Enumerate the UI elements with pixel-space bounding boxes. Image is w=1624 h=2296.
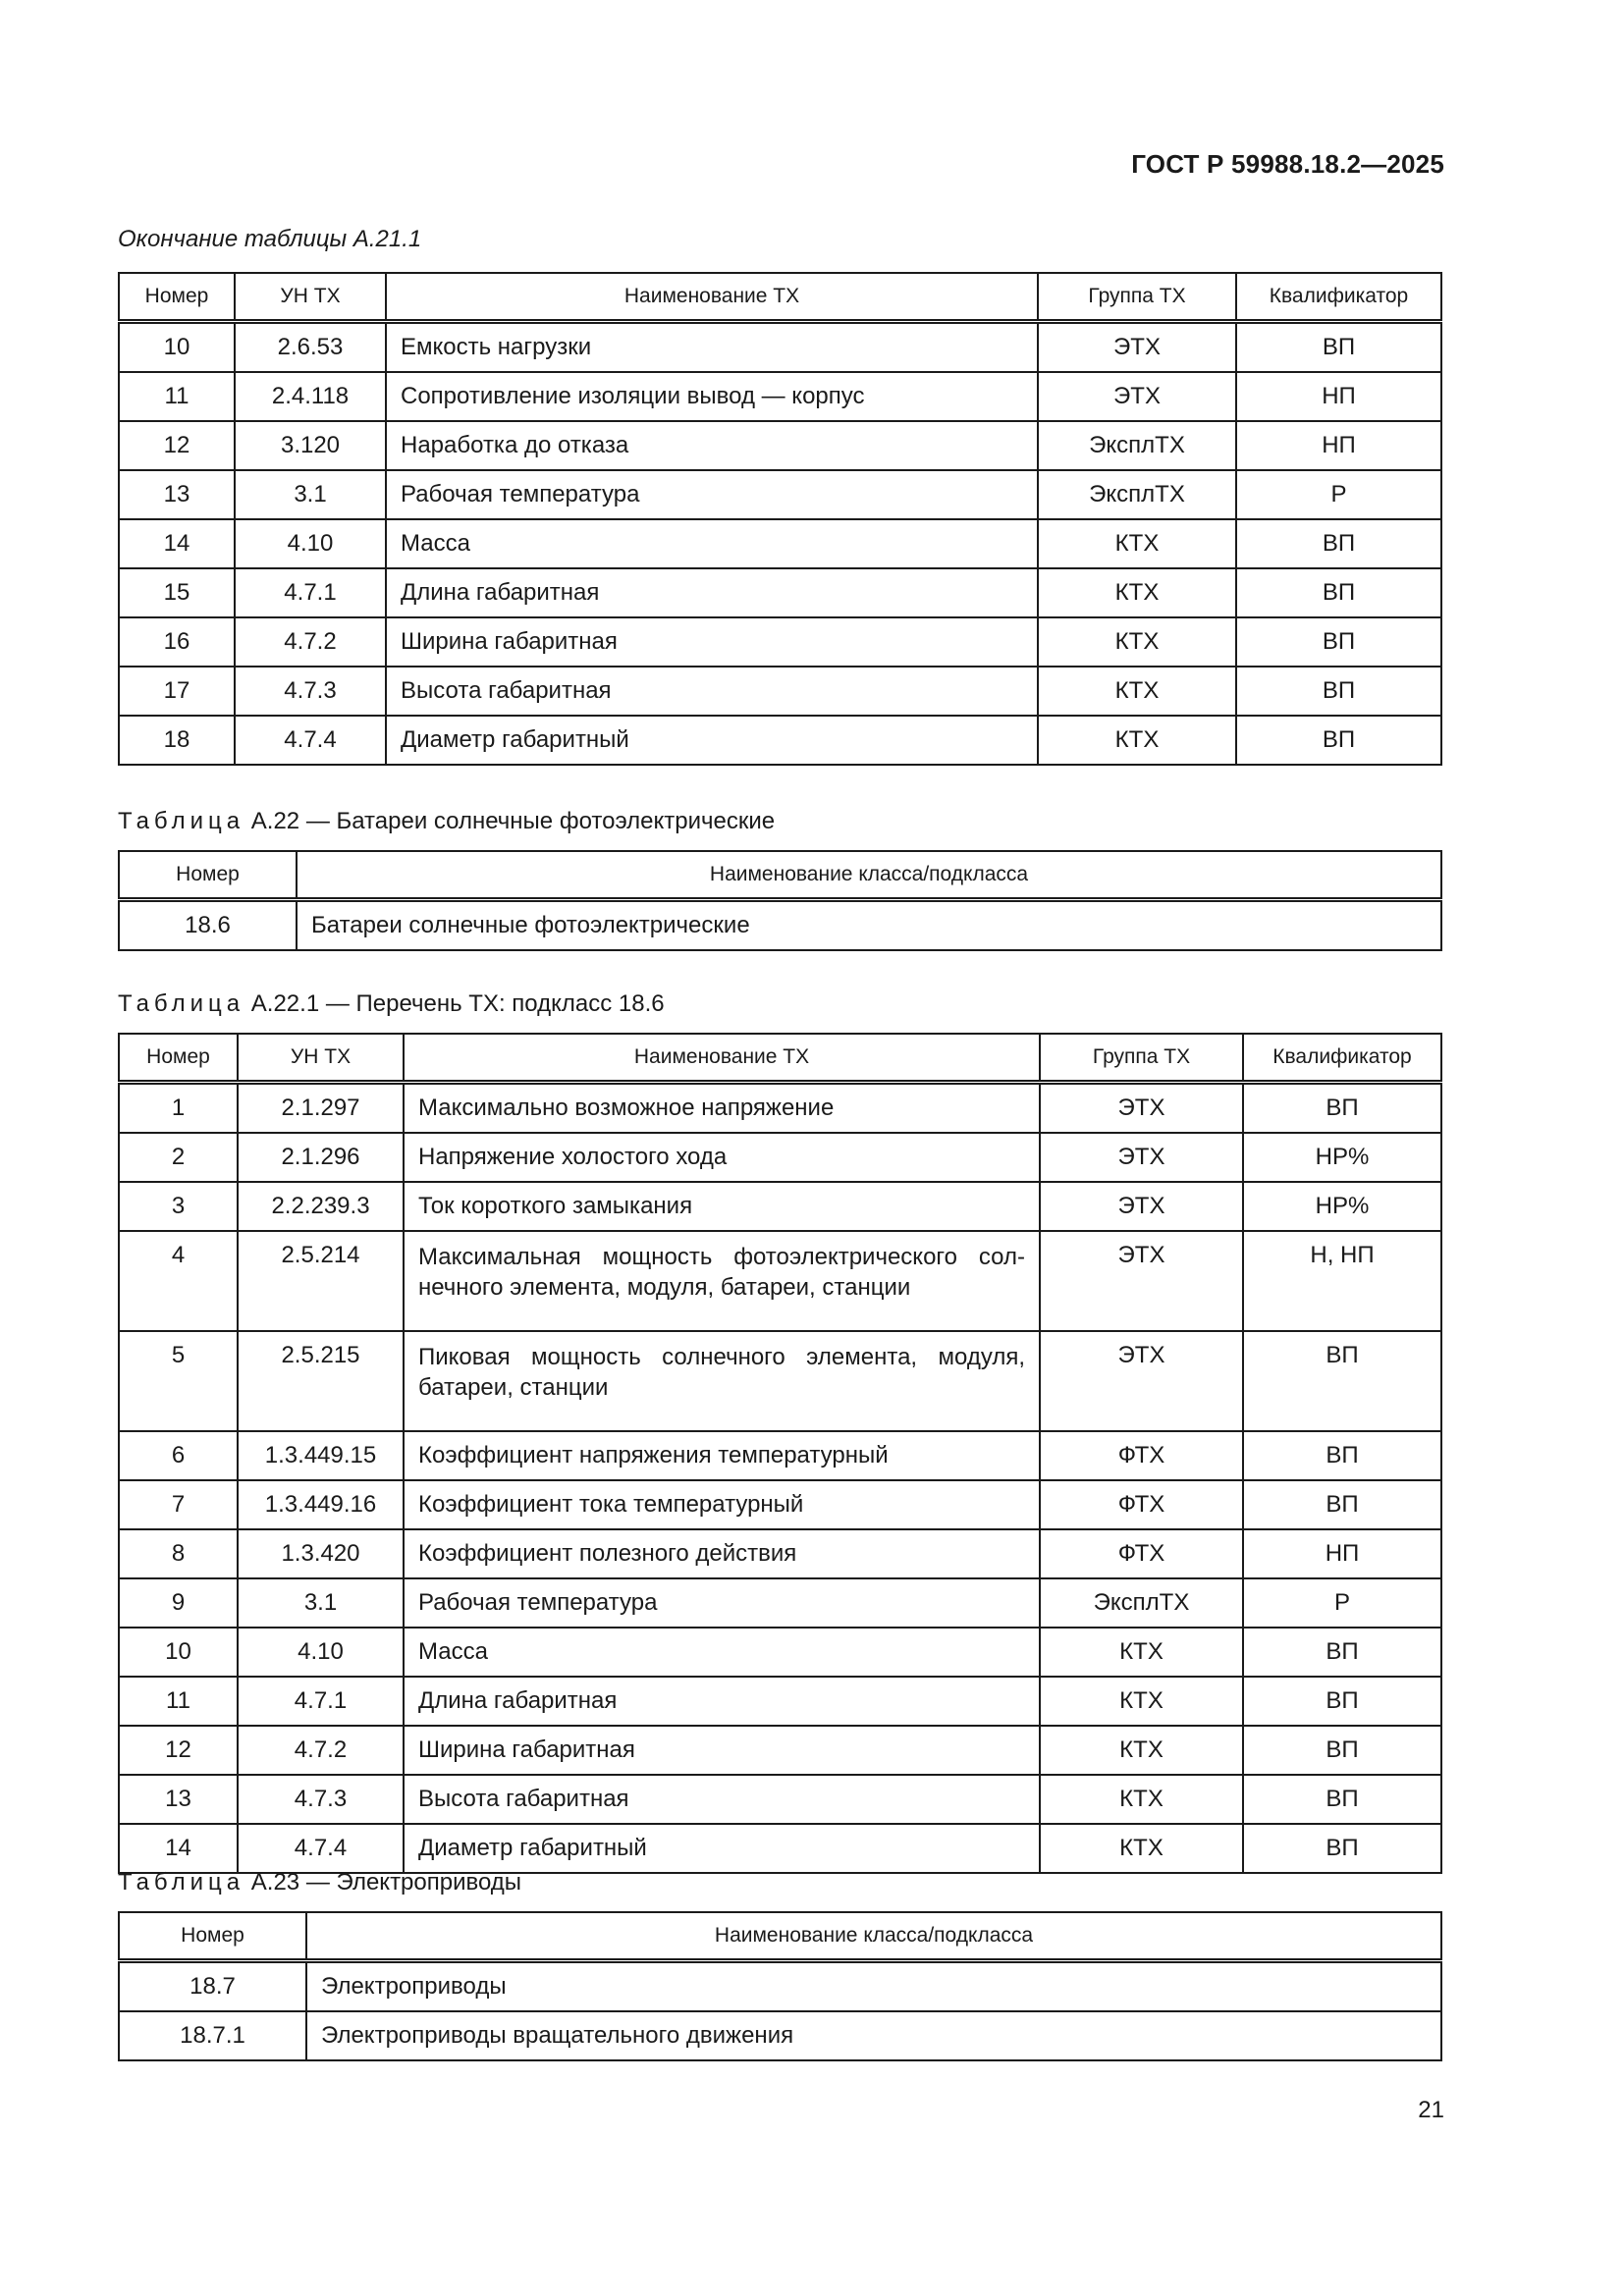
cell-name: Коэффициент напряжения температурный [404, 1431, 1040, 1480]
table-row [119, 1775, 1441, 1824]
cell-number: 12 [119, 1726, 238, 1775]
cell-number: 18.6 [119, 900, 297, 951]
cell-qualifier: НП [1236, 421, 1441, 470]
table-row [119, 1182, 1441, 1231]
column-header-group: Группа ТХ [1040, 1034, 1243, 1083]
table-a22-1-caption-word: Таблица [118, 990, 245, 1017]
table-row [119, 421, 1441, 470]
cell-name: Рабочая температура [386, 470, 1038, 519]
cell-code: 1.3.449.16 [238, 1480, 404, 1529]
column-header-name: Наименование ТХ [386, 273, 1038, 322]
table-a22-1 [118, 1033, 1442, 1874]
cell-code: 4.10 [238, 1628, 404, 1677]
table-row [119, 716, 1441, 765]
cell-code: 4.7.3 [238, 1775, 404, 1824]
cell-group: ФТХ [1040, 1431, 1243, 1480]
cell-qualifier: ВП [1236, 519, 1441, 568]
cell-qualifier: Р [1236, 470, 1441, 519]
cell-name: Масса [404, 1628, 1040, 1677]
cell-number: 3 [119, 1182, 238, 1231]
cell-group: КТХ [1040, 1824, 1243, 1873]
cell-code: 1.3.449.15 [238, 1431, 404, 1480]
cell-group: ЭТХ [1040, 1331, 1243, 1431]
cell-code: 4.7.2 [238, 1726, 404, 1775]
cell-group: КТХ [1040, 1677, 1243, 1726]
table-row [119, 1578, 1441, 1628]
cell-name: Высота габаритная [404, 1775, 1040, 1824]
cell-number: 13 [119, 1775, 238, 1824]
cell-name: Коэффициент полезного действия [404, 1529, 1040, 1578]
table-a22-1-caption [118, 990, 665, 1018]
table-row [119, 617, 1441, 667]
column-header-number: Номер [119, 1912, 306, 1961]
cell-group: КТХ [1040, 1775, 1243, 1824]
cell-qualifier: ВП [1243, 1824, 1441, 1873]
table-a23-caption-text: А.23 — Электроприводы [250, 1869, 522, 1896]
cell-qualifier: ВП [1236, 716, 1441, 765]
column-header-class-name: Наименование класса/подкласса [297, 851, 1441, 900]
table-row [119, 470, 1441, 519]
cell-group: КТХ [1040, 1628, 1243, 1677]
table-row [119, 2011, 1441, 2060]
table-a23-caption [118, 1869, 521, 1896]
cell-code: 3.1 [235, 470, 386, 519]
cell-group: ЭксплТХ [1040, 1578, 1243, 1628]
cell-number: 1 [119, 1083, 238, 1134]
cell-group: ЭТХ [1038, 372, 1236, 421]
cell-name: Рабочая температура [404, 1578, 1040, 1628]
cell-qualifier: ВП [1243, 1431, 1441, 1480]
column-header-qualifier: Квалификатор [1236, 273, 1441, 322]
cell-qualifier: НП [1236, 372, 1441, 421]
document-header: ГОСТ Р 59988.18.2—2025 [1131, 149, 1444, 179]
cell-group: КТХ [1038, 519, 1236, 568]
cell-qualifier: Н, НП [1243, 1231, 1441, 1331]
cell-number: 14 [119, 519, 235, 568]
cell-qualifier: ВП [1243, 1480, 1441, 1529]
table-row [119, 1677, 1441, 1726]
cell-qualifier: ВП [1243, 1775, 1441, 1824]
cell-number: 10 [119, 322, 235, 373]
column-header-number: Номер [119, 851, 297, 900]
table-a23-caption-word: Таблица [118, 1869, 245, 1896]
cell-qualifier: Р [1243, 1578, 1441, 1628]
table-a21-1 [118, 272, 1442, 766]
cell-name: Ширина габаритная [386, 617, 1038, 667]
column-header-qualifier: Квалификатор [1243, 1034, 1441, 1083]
cell-name: Ток короткого замыкания [404, 1182, 1040, 1231]
table-a23-header [119, 1912, 1441, 1961]
cell-code: 1.3.420 [238, 1529, 404, 1578]
cell-number: 4 [119, 1231, 238, 1331]
column-header-number: Номер [119, 273, 235, 322]
cell-qualifier: ВП [1243, 1331, 1441, 1431]
cell-code: 2.6.53 [235, 322, 386, 373]
cell-number: 2 [119, 1133, 238, 1182]
cell-name: Диаметр габаритный [386, 716, 1038, 765]
cell-number: 8 [119, 1529, 238, 1578]
cell-number: 7 [119, 1480, 238, 1529]
cell-group: ФТХ [1040, 1480, 1243, 1529]
cell-code: 2.4.118 [235, 372, 386, 421]
cell-code: 3.1 [238, 1578, 404, 1628]
column-header-code: УН ТХ [235, 273, 386, 322]
cell-name: Наработка до отказа [386, 421, 1038, 470]
table-a22-1-header [119, 1034, 1441, 1083]
cell-code: 2.1.296 [238, 1133, 404, 1182]
cell-number: 10 [119, 1628, 238, 1677]
table-row [119, 1824, 1441, 1873]
cell-group: ЭТХ [1040, 1083, 1243, 1134]
cell-name: Длина габаритная [386, 568, 1038, 617]
table-a21-1-body [119, 322, 1441, 766]
cell-qualifier: ВП [1243, 1628, 1441, 1677]
column-header-name: Наименование ТХ [404, 1034, 1040, 1083]
table-a22-header [119, 851, 1441, 900]
table-a21-1-caption: Окончание таблицы А.21.1 [118, 226, 422, 252]
page-number: 21 [1418, 2097, 1444, 2123]
cell-qualifier: НП [1243, 1529, 1441, 1578]
cell-name: Максимальная мощность фотоэлектрического сол-нечного элемента, модуля, батареи, станции [404, 1231, 1040, 1331]
cell-number: 5 [119, 1331, 238, 1431]
cell-number: 14 [119, 1824, 238, 1873]
cell-group: ЭТХ [1040, 1231, 1243, 1331]
cell-number: 6 [119, 1431, 238, 1480]
table-a22-body [119, 900, 1441, 951]
cell-code: 4.7.1 [238, 1677, 404, 1726]
table-a21-1-header [119, 273, 1441, 322]
cell-name: Максимально возможное напряжение [404, 1083, 1040, 1134]
cell-number: 11 [119, 372, 235, 421]
cell-name: Длина габаритная [404, 1677, 1040, 1726]
cell-class-name: Батареи солнечные фотоэлектрические [297, 900, 1441, 951]
table-row [119, 372, 1441, 421]
table-a22-1-body [119, 1083, 1441, 1874]
cell-number: 16 [119, 617, 235, 667]
table-a22-caption-text: А.22 — Батареи солнечные фотоэлектрические [250, 808, 776, 834]
cell-number: 9 [119, 1578, 238, 1628]
cell-number: 11 [119, 1677, 238, 1726]
cell-number: 18 [119, 716, 235, 765]
cell-code: 4.7.3 [235, 667, 386, 716]
table-row [119, 568, 1441, 617]
table-row [119, 1133, 1441, 1182]
column-header-number: Номер [119, 1034, 238, 1083]
table-row [119, 1431, 1441, 1480]
cell-code: 4.7.1 [235, 568, 386, 617]
cell-name: Напряжение холостого хода [404, 1133, 1040, 1182]
table-a22-caption-word: Таблица [118, 808, 245, 834]
table-row [119, 1480, 1441, 1529]
cell-code: 4.7.2 [235, 617, 386, 667]
cell-qualifier: ВП [1236, 322, 1441, 373]
cell-code: 2.2.239.3 [238, 1182, 404, 1231]
cell-number: 13 [119, 470, 235, 519]
cell-name: Диаметр габаритный [404, 1824, 1040, 1873]
table-row [119, 1529, 1441, 1578]
cell-qualifier: НР% [1243, 1133, 1441, 1182]
cell-group: КТХ [1038, 716, 1236, 765]
table-row [119, 1726, 1441, 1775]
cell-name: Коэффициент тока температурный [404, 1480, 1040, 1529]
cell-name: Масса [386, 519, 1038, 568]
cell-name: Пиковая мощность солнечного элемента, модуля, батареи, станции [404, 1331, 1040, 1431]
cell-code: 4.7.4 [235, 716, 386, 765]
table-row [119, 1083, 1441, 1134]
table-row [119, 519, 1441, 568]
table-a22-1-caption-text: А.22.1 — Перечень ТХ: подкласс 18.6 [250, 990, 665, 1017]
cell-number: 17 [119, 667, 235, 716]
cell-qualifier: НР% [1243, 1182, 1441, 1231]
table-row [119, 1961, 1441, 2012]
cell-number: 18.7.1 [119, 2011, 306, 2060]
cell-name: Ширина габаритная [404, 1726, 1040, 1775]
cell-qualifier: ВП [1243, 1083, 1441, 1134]
cell-number: 18.7 [119, 1961, 306, 2012]
cell-group: КТХ [1038, 667, 1236, 716]
cell-name: Сопротивление изоляции вывод — корпус [386, 372, 1038, 421]
cell-group: ФТХ [1040, 1529, 1243, 1578]
table-a23 [118, 1911, 1442, 2061]
cell-qualifier: ВП [1243, 1726, 1441, 1775]
column-header-class-name: Наименование класса/подкласса [306, 1912, 1441, 1961]
cell-group: ЭТХ [1040, 1182, 1243, 1231]
table-row [119, 1331, 1441, 1431]
cell-number: 12 [119, 421, 235, 470]
cell-qualifier: ВП [1236, 667, 1441, 716]
table-a22-caption [118, 808, 775, 835]
table-row [119, 322, 1441, 373]
cell-code: 2.5.215 [238, 1331, 404, 1431]
cell-group: КТХ [1040, 1726, 1243, 1775]
cell-qualifier: ВП [1236, 568, 1441, 617]
column-header-group: Группа ТХ [1038, 273, 1236, 322]
cell-class-name: Электроприводы вращательного движения [306, 2011, 1441, 2060]
table-a23-body [119, 1961, 1441, 2061]
cell-code: 2.1.297 [238, 1083, 404, 1134]
table-row [119, 900, 1441, 951]
cell-group: КТХ [1038, 568, 1236, 617]
table-a22 [118, 850, 1442, 951]
cell-group: ЭксплТХ [1038, 421, 1236, 470]
table-row [119, 667, 1441, 716]
cell-class-name: Электроприводы [306, 1961, 1441, 2012]
cell-qualifier: ВП [1243, 1677, 1441, 1726]
cell-code: 4.10 [235, 519, 386, 568]
cell-group: ЭТХ [1038, 322, 1236, 373]
cell-code: 2.5.214 [238, 1231, 404, 1331]
cell-name: Емкость нагрузки [386, 322, 1038, 373]
table-row [119, 1628, 1441, 1677]
table-row [119, 1231, 1441, 1331]
cell-code: 3.120 [235, 421, 386, 470]
column-header-code: УН ТХ [238, 1034, 404, 1083]
cell-name: Высота габаритная [386, 667, 1038, 716]
cell-group: ЭксплТХ [1038, 470, 1236, 519]
cell-group: КТХ [1038, 617, 1236, 667]
cell-number: 15 [119, 568, 235, 617]
cell-qualifier: ВП [1236, 617, 1441, 667]
cell-code: 4.7.4 [238, 1824, 404, 1873]
cell-group: ЭТХ [1040, 1133, 1243, 1182]
